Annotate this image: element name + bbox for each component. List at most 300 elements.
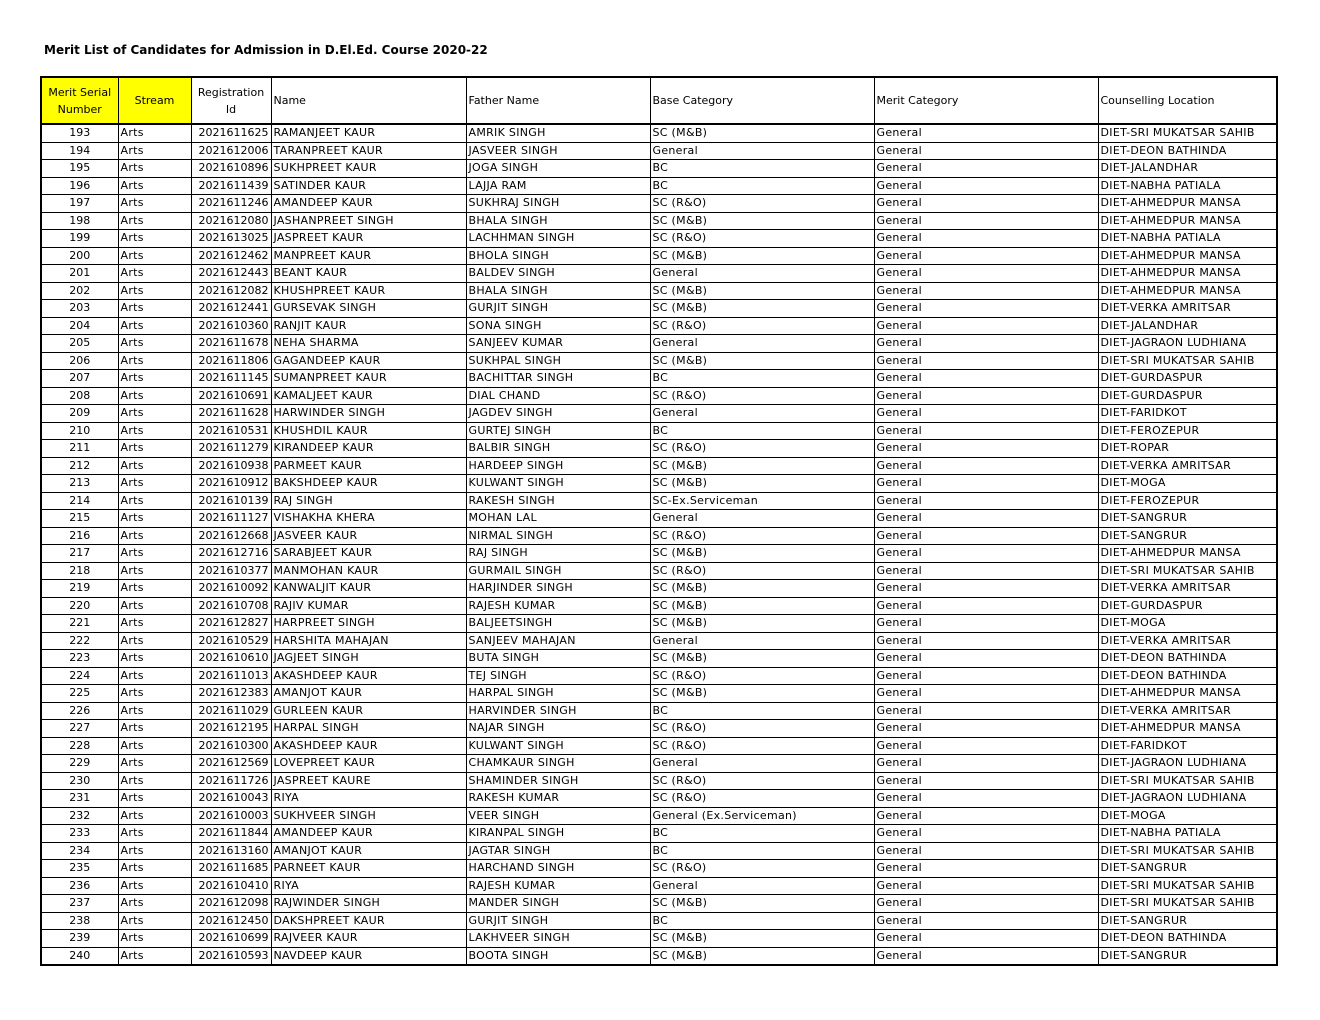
name-cell: HARPAL SINGH: [271, 720, 466, 738]
name-cell: AMANDEEP KAUR: [271, 825, 466, 843]
counselling-location-cell: DIET-AHMEDPUR MANSA: [1098, 212, 1277, 230]
father-name-cell: AMRIK SINGH: [466, 124, 650, 142]
merit-category-cell: General: [874, 685, 1098, 703]
father-name-cell: BHALA SINGH: [466, 212, 650, 230]
father-name-cell: KIRANPAL SINGH: [466, 825, 650, 843]
base-category-cell: General: [650, 405, 874, 423]
merit-category-cell: General: [874, 335, 1098, 353]
counselling-location-cell: DIET-AHMEDPUR MANSA: [1098, 685, 1277, 703]
registration-id-cell: 2021612006: [191, 142, 271, 160]
merit-serial-cell: 209: [41, 405, 118, 423]
table-row: [41, 142, 1277, 160]
merit-serial-cell: 195: [41, 160, 118, 178]
stream-cell: Arts: [118, 492, 191, 510]
table-row: [41, 475, 1277, 493]
merit-category-cell: General: [874, 317, 1098, 335]
registration-id-cell: 2021612441: [191, 300, 271, 318]
father-name-cell: MOHAN LAL: [466, 510, 650, 528]
name-cell: AMANDEEP KAUR: [271, 195, 466, 213]
stream-cell: Arts: [118, 737, 191, 755]
father-name-cell: SONA SINGH: [466, 317, 650, 335]
merit-serial-cell: 199: [41, 230, 118, 248]
base-category-cell: SC (M&B): [650, 895, 874, 913]
father-name-cell: LAKHVEER SINGH: [466, 930, 650, 948]
merit-category-cell: General: [874, 545, 1098, 563]
merit-category-cell: General: [874, 124, 1098, 142]
table-row: [41, 527, 1277, 545]
base-category-cell: BC: [650, 702, 874, 720]
merit-category-cell: General: [874, 457, 1098, 475]
table-row: [41, 650, 1277, 668]
stream-cell: Arts: [118, 702, 191, 720]
counselling-location-cell: DIET-GURDASPUR: [1098, 370, 1277, 388]
stream-cell: Arts: [118, 650, 191, 668]
stream-cell: Arts: [118, 825, 191, 843]
counselling-location-cell: DIET-SANGRUR: [1098, 912, 1277, 930]
registration-id-cell: 2021610896: [191, 160, 271, 178]
counselling-location-cell: DIET-GURDASPUR: [1098, 387, 1277, 405]
registration-id-cell: 2021611625: [191, 124, 271, 142]
name-cell: RIYA: [271, 790, 466, 808]
merit-category-cell: General: [874, 947, 1098, 965]
base-category-cell: BC: [650, 177, 874, 195]
name-cell: KANWALJIT KAUR: [271, 580, 466, 598]
registration-id-cell: 2021612098: [191, 895, 271, 913]
base-category-cell: SC (R&O): [650, 667, 874, 685]
merit-category-cell: General: [874, 790, 1098, 808]
base-category-cell: SC (M&B): [650, 124, 874, 142]
name-cell: HARWINDER SINGH: [271, 405, 466, 423]
merit-serial-cell: 235: [41, 860, 118, 878]
registration-id-cell: 2021610708: [191, 597, 271, 615]
counselling-location-cell: DIET-SRI MUKATSAR SAHIB: [1098, 895, 1277, 913]
table-row: [41, 230, 1277, 248]
father-name-cell: RAJESH KUMAR: [466, 597, 650, 615]
father-name-cell: BALJEETSINGH: [466, 615, 650, 633]
counselling-location-cell: DIET-FARIDKOT: [1098, 405, 1277, 423]
registration-id-cell: 2021610092: [191, 580, 271, 598]
stream-cell: Arts: [118, 177, 191, 195]
counselling-location-cell: DIET-DEON BATHINDA: [1098, 667, 1277, 685]
merit-category-cell: General: [874, 807, 1098, 825]
counselling-location-cell: DIET-GURDASPUR: [1098, 597, 1277, 615]
table-row: [41, 895, 1277, 913]
name-cell: HARSHITA MAHAJAN: [271, 632, 466, 650]
name-cell: AKASHDEEP KAUR: [271, 737, 466, 755]
merit-serial-cell: 198: [41, 212, 118, 230]
registration-id-cell: 2021612450: [191, 912, 271, 930]
merit-category-cell: General: [874, 877, 1098, 895]
table-row: [41, 860, 1277, 878]
father-name-cell: HARPAL SINGH: [466, 685, 650, 703]
merit-serial-cell: 201: [41, 265, 118, 283]
merit-category-cell: General: [874, 632, 1098, 650]
counselling-location-cell: DIET-MOGA: [1098, 807, 1277, 825]
registration-id-cell: 2021612716: [191, 545, 271, 563]
registration-id-cell: 2021610912: [191, 475, 271, 493]
base-category-cell: General: [650, 632, 874, 650]
registration-id-cell: 2021611628: [191, 405, 271, 423]
counselling-location-cell: DIET-VERKA AMRITSAR: [1098, 300, 1277, 318]
registration-id-cell: 2021611145: [191, 370, 271, 388]
merit-category-cell: General: [874, 772, 1098, 790]
base-category-cell: SC (M&B): [650, 457, 874, 475]
col-header-merit-serial: Merit Serial Number: [41, 77, 118, 124]
counselling-location-cell: DIET-JAGRAON LUDHIANA: [1098, 335, 1277, 353]
name-cell: NEHA SHARMA: [271, 335, 466, 353]
base-category-cell: SC-Ex.Serviceman: [650, 492, 874, 510]
name-cell: SATINDER KAUR: [271, 177, 466, 195]
merit-serial-cell: 202: [41, 282, 118, 300]
stream-cell: Arts: [118, 947, 191, 965]
table-row: [41, 947, 1277, 965]
registration-id-cell: 2021612668: [191, 527, 271, 545]
merit-serial-cell: 193: [41, 124, 118, 142]
name-cell: GAGANDEEP KAUR: [271, 352, 466, 370]
name-cell: MANMOHAN KAUR: [271, 562, 466, 580]
merit-serial-cell: 236: [41, 877, 118, 895]
base-category-cell: General: [650, 142, 874, 160]
name-cell: BEANT KAUR: [271, 265, 466, 283]
merit-serial-cell: 238: [41, 912, 118, 930]
registration-id-cell: 2021611844: [191, 825, 271, 843]
father-name-cell: TEJ SINGH: [466, 667, 650, 685]
table-row: [41, 212, 1277, 230]
stream-cell: Arts: [118, 632, 191, 650]
father-name-cell: GURTEJ SINGH: [466, 422, 650, 440]
father-name-cell: NAJAR SINGH: [466, 720, 650, 738]
stream-cell: Arts: [118, 527, 191, 545]
name-cell: BAKSHDEEP KAUR: [271, 475, 466, 493]
name-cell: DAKSHPREET KAUR: [271, 912, 466, 930]
base-category-cell: SC (M&B): [650, 212, 874, 230]
table-row: [41, 842, 1277, 860]
registration-id-cell: 2021611685: [191, 860, 271, 878]
father-name-cell: RAKESH SINGH: [466, 492, 650, 510]
father-name-cell: BHALA SINGH: [466, 282, 650, 300]
father-name-cell: LACHHMAN SINGH: [466, 230, 650, 248]
table-row: [41, 877, 1277, 895]
merit-category-cell: General: [874, 562, 1098, 580]
name-cell: MANPREET KAUR: [271, 247, 466, 265]
merit-category-cell: General: [874, 212, 1098, 230]
counselling-location-cell: DIET-SRI MUKATSAR SAHIB: [1098, 352, 1277, 370]
stream-cell: Arts: [118, 124, 191, 142]
col-header-merit-category: Merit Category: [874, 77, 1098, 124]
merit-category-cell: General: [874, 160, 1098, 178]
col-header-name: Name: [271, 77, 466, 124]
table-row: [41, 335, 1277, 353]
merit-serial-cell: 200: [41, 247, 118, 265]
merit-serial-cell: 233: [41, 825, 118, 843]
counselling-location-cell: DIET-JALANDHAR: [1098, 317, 1277, 335]
col-header-father-name: Father Name: [466, 77, 650, 124]
registration-id-cell: 2021610410: [191, 877, 271, 895]
table-row: [41, 352, 1277, 370]
merit-serial-cell: 230: [41, 772, 118, 790]
stream-cell: Arts: [118, 142, 191, 160]
stream-cell: Arts: [118, 895, 191, 913]
merit-category-cell: General: [874, 720, 1098, 738]
merit-category-cell: General: [874, 370, 1098, 388]
stream-cell: Arts: [118, 282, 191, 300]
name-cell: LOVEPREET KAUR: [271, 755, 466, 773]
stream-cell: Arts: [118, 597, 191, 615]
name-cell: SUKHVEER SINGH: [271, 807, 466, 825]
registration-id-cell: 2021612462: [191, 247, 271, 265]
counselling-location-cell: DIET-NABHA PATIALA: [1098, 230, 1277, 248]
merit-serial-cell: 226: [41, 702, 118, 720]
name-cell: NAVDEEP KAUR: [271, 947, 466, 965]
name-cell: PARNEET KAUR: [271, 860, 466, 878]
base-category-cell: SC (M&B): [650, 947, 874, 965]
base-category-cell: BC: [650, 160, 874, 178]
name-cell: RAJ SINGH: [271, 492, 466, 510]
registration-id-cell: 2021612569: [191, 755, 271, 773]
father-name-cell: RAKESH KUMAR: [466, 790, 650, 808]
counselling-location-cell: DIET-VERKA AMRITSAR: [1098, 457, 1277, 475]
base-category-cell: SC (M&B): [650, 247, 874, 265]
table-row: [41, 825, 1277, 843]
registration-id-cell: 2021610610: [191, 650, 271, 668]
stream-cell: Arts: [118, 160, 191, 178]
father-name-cell: HARVINDER SINGH: [466, 702, 650, 720]
father-name-cell: BHOLA SINGH: [466, 247, 650, 265]
stream-cell: Arts: [118, 195, 191, 213]
counselling-location-cell: DIET-SRI MUKATSAR SAHIB: [1098, 562, 1277, 580]
stream-cell: Arts: [118, 317, 191, 335]
table-row: [41, 387, 1277, 405]
base-category-cell: SC (R&O): [650, 790, 874, 808]
table-row: [41, 160, 1277, 178]
merit-category-cell: General: [874, 300, 1098, 318]
father-name-cell: SUKHRAJ SINGH: [466, 195, 650, 213]
merit-category-cell: General: [874, 142, 1098, 160]
base-category-cell: SC (R&O): [650, 440, 874, 458]
counselling-location-cell: DIET-NABHA PATIALA: [1098, 177, 1277, 195]
father-name-cell: JOGA SINGH: [466, 160, 650, 178]
merit-serial-cell: 234: [41, 842, 118, 860]
stream-cell: Arts: [118, 300, 191, 318]
merit-category-cell: General: [874, 440, 1098, 458]
father-name-cell: JASVEER SINGH: [466, 142, 650, 160]
merit-category-cell: General: [874, 510, 1098, 528]
counselling-location-cell: DIET-SANGRUR: [1098, 860, 1277, 878]
father-name-cell: VEER SINGH: [466, 807, 650, 825]
table-row: [41, 615, 1277, 633]
merit-serial-cell: 231: [41, 790, 118, 808]
counselling-location-cell: DIET-AHMEDPUR MANSA: [1098, 720, 1277, 738]
merit-category-cell: General: [874, 912, 1098, 930]
stream-cell: Arts: [118, 475, 191, 493]
merit-category-cell: General: [874, 230, 1098, 248]
base-category-cell: SC (M&B): [650, 545, 874, 563]
merit-serial-cell: 229: [41, 755, 118, 773]
counselling-location-cell: DIET-JAGRAON LUDHIANA: [1098, 755, 1277, 773]
registration-id-cell: 2021611127: [191, 510, 271, 528]
father-name-cell: BOOTA SINGH: [466, 947, 650, 965]
counselling-location-cell: DIET-SANGRUR: [1098, 947, 1277, 965]
base-category-cell: SC (M&B): [650, 580, 874, 598]
father-name-cell: BALDEV SINGH: [466, 265, 650, 283]
merit-category-cell: General: [874, 842, 1098, 860]
merit-serial-cell: 218: [41, 562, 118, 580]
table-row: [41, 807, 1277, 825]
base-category-cell: SC (M&B): [650, 597, 874, 615]
father-name-cell: BUTA SINGH: [466, 650, 650, 668]
registration-id-cell: 2021611013: [191, 667, 271, 685]
table-row: [41, 282, 1277, 300]
table-row: [41, 177, 1277, 195]
merit-serial-cell: 222: [41, 632, 118, 650]
col-header-stream: Stream: [118, 77, 191, 124]
base-category-cell: SC (R&O): [650, 562, 874, 580]
counselling-location-cell: DIET-DEON BATHINDA: [1098, 930, 1277, 948]
merit-category-cell: General: [874, 737, 1098, 755]
table-row: [41, 702, 1277, 720]
father-name-cell: SANJEEV MAHAJAN: [466, 632, 650, 650]
counselling-location-cell: DIET-VERKA AMRITSAR: [1098, 702, 1277, 720]
merit-serial-cell: 239: [41, 930, 118, 948]
name-cell: JASHANPREET SINGH: [271, 212, 466, 230]
father-name-cell: HARDEEP SINGH: [466, 457, 650, 475]
stream-cell: Arts: [118, 457, 191, 475]
father-name-cell: GURJIT SINGH: [466, 912, 650, 930]
base-category-cell: SC (M&B): [650, 300, 874, 318]
merit-category-cell: General: [874, 475, 1098, 493]
merit-category-cell: General: [874, 422, 1098, 440]
base-category-cell: SC (R&O): [650, 720, 874, 738]
father-name-cell: JAGDEV SINGH: [466, 405, 650, 423]
table-row: [41, 737, 1277, 755]
stream-cell: Arts: [118, 352, 191, 370]
name-cell: KIRANDEEP KAUR: [271, 440, 466, 458]
stream-cell: Arts: [118, 230, 191, 248]
table-header-row: [41, 77, 1277, 124]
registration-id-cell: 2021610529: [191, 632, 271, 650]
father-name-cell: KULWANT SINGH: [466, 737, 650, 755]
base-category-cell: BC: [650, 422, 874, 440]
merit-serial-cell: 204: [41, 317, 118, 335]
base-category-cell: SC (M&B): [650, 352, 874, 370]
name-cell: RAMANJEET KAUR: [271, 124, 466, 142]
stream-cell: Arts: [118, 265, 191, 283]
table-row: [41, 124, 1277, 142]
name-cell: SUKHPREET KAUR: [271, 160, 466, 178]
father-name-cell: GURMAIL SINGH: [466, 562, 650, 580]
merit-category-cell: General: [874, 265, 1098, 283]
registration-id-cell: 2021612080: [191, 212, 271, 230]
stream-cell: Arts: [118, 772, 191, 790]
merit-serial-cell: 213: [41, 475, 118, 493]
merit-category-cell: General: [874, 282, 1098, 300]
counselling-location-cell: DIET-SRI MUKATSAR SAHIB: [1098, 842, 1277, 860]
counselling-location-cell: DIET-AHMEDPUR MANSA: [1098, 282, 1277, 300]
name-cell: SUMANPREET KAUR: [271, 370, 466, 388]
stream-cell: Arts: [118, 667, 191, 685]
stream-cell: Arts: [118, 930, 191, 948]
registration-id-cell: 2021612082: [191, 282, 271, 300]
name-cell: SARABJEET KAUR: [271, 545, 466, 563]
base-category-cell: BC: [650, 912, 874, 930]
table-row: [41, 510, 1277, 528]
merit-serial-cell: 206: [41, 352, 118, 370]
name-cell: KHUSHPREET KAUR: [271, 282, 466, 300]
merit-serial-cell: 208: [41, 387, 118, 405]
stream-cell: Arts: [118, 510, 191, 528]
table-row: [41, 667, 1277, 685]
merit-serial-cell: 232: [41, 807, 118, 825]
name-cell: RIYA: [271, 877, 466, 895]
merit-serial-cell: 224: [41, 667, 118, 685]
registration-id-cell: 2021611279: [191, 440, 271, 458]
base-category-cell: SC (R&O): [650, 230, 874, 248]
stream-cell: Arts: [118, 370, 191, 388]
stream-cell: Arts: [118, 335, 191, 353]
base-category-cell: General: [650, 877, 874, 895]
base-category-cell: SC (R&O): [650, 387, 874, 405]
name-cell: KAMALJEET KAUR: [271, 387, 466, 405]
table-row: [41, 632, 1277, 650]
counselling-location-cell: DIET-MOGA: [1098, 615, 1277, 633]
base-category-cell: SC (R&O): [650, 195, 874, 213]
table-row: [41, 247, 1277, 265]
table-row: [41, 370, 1277, 388]
base-category-cell: General: [650, 755, 874, 773]
base-category-cell: SC (M&B): [650, 615, 874, 633]
name-cell: RANJIT KAUR: [271, 317, 466, 335]
merit-category-cell: General: [874, 860, 1098, 878]
counselling-location-cell: DIET-VERKA AMRITSAR: [1098, 580, 1277, 598]
name-cell: GURLEEN KAUR: [271, 702, 466, 720]
registration-id-cell: 2021611246: [191, 195, 271, 213]
base-category-cell: SC (R&O): [650, 317, 874, 335]
registration-id-cell: 2021610139: [191, 492, 271, 510]
father-name-cell: SHAMINDER SINGH: [466, 772, 650, 790]
merit-category-cell: General: [874, 597, 1098, 615]
merit-category-cell: General: [874, 405, 1098, 423]
registration-id-cell: 2021611678: [191, 335, 271, 353]
merit-category-cell: General: [874, 580, 1098, 598]
stream-cell: Arts: [118, 720, 191, 738]
merit-category-cell: General: [874, 352, 1098, 370]
registration-id-cell: 2021612195: [191, 720, 271, 738]
counselling-location-cell: DIET-AHMEDPUR MANSA: [1098, 545, 1277, 563]
registration-id-cell: 2021611806: [191, 352, 271, 370]
stream-cell: Arts: [118, 842, 191, 860]
registration-id-cell: 2021610377: [191, 562, 271, 580]
stream-cell: Arts: [118, 545, 191, 563]
name-cell: RAJWINDER SINGH: [271, 895, 466, 913]
table-row: [41, 457, 1277, 475]
name-cell: TARANPREET KAUR: [271, 142, 466, 160]
registration-id-cell: 2021610699: [191, 930, 271, 948]
merit-serial-cell: 210: [41, 422, 118, 440]
table-row: [41, 772, 1277, 790]
base-category-cell: SC (R&O): [650, 527, 874, 545]
merit-category-cell: General: [874, 930, 1098, 948]
stream-cell: Arts: [118, 685, 191, 703]
father-name-cell: DIAL CHAND: [466, 387, 650, 405]
table-row: [41, 685, 1277, 703]
table-row: [41, 405, 1277, 423]
name-cell: GURSEVAK SINGH: [271, 300, 466, 318]
merit-serial-cell: 227: [41, 720, 118, 738]
base-category-cell: BC: [650, 825, 874, 843]
name-cell: RAJIV KUMAR: [271, 597, 466, 615]
name-cell: JASPREET KAURE: [271, 772, 466, 790]
father-name-cell: HARJINDER SINGH: [466, 580, 650, 598]
